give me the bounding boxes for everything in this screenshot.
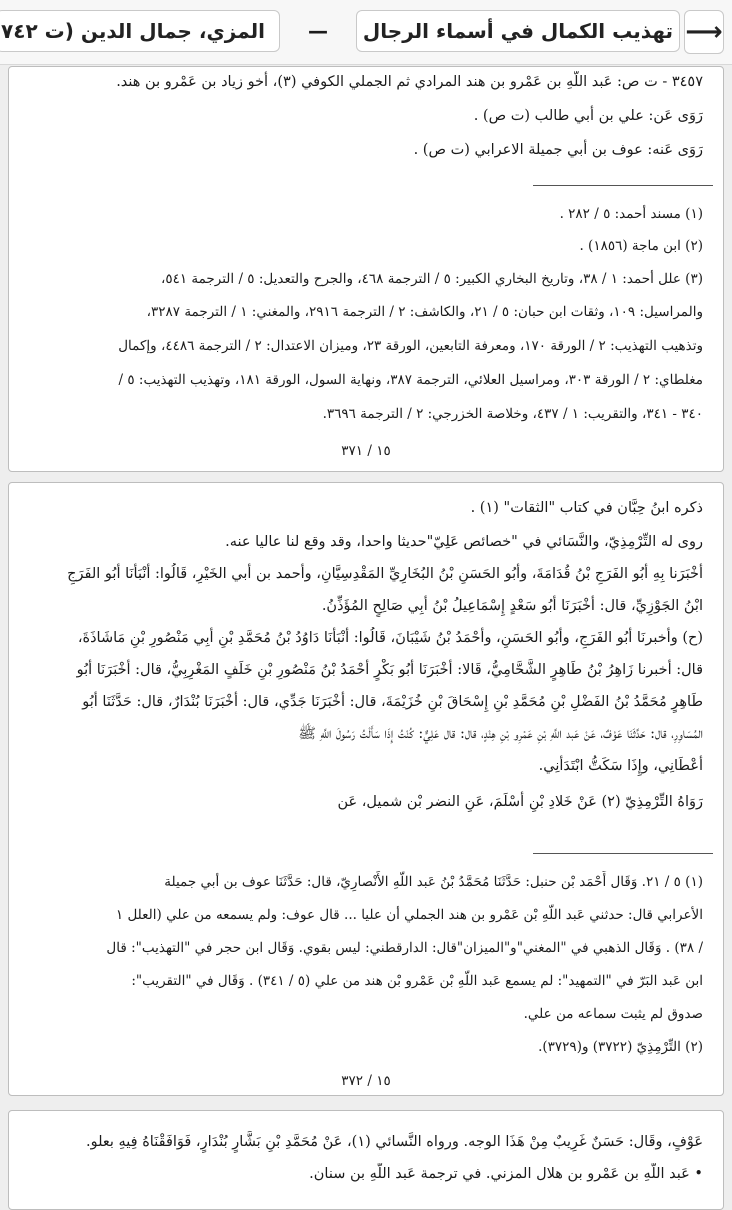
author-button[interactable] <box>0 10 280 52</box>
footnote-line: ابن عَبد البَرّ في "التمهيد": لم يسمع عَبد اللَّهِ بْن عَمْرو بْن هند من علي (٥ / ٣٤١) . وَقَال في "التقريب": <box>131 973 703 989</box>
text-line: أَعْطَانِي، وإِذَا سَكَتُّ ابْتَدَأَنِي. <box>538 758 703 774</box>
footnote-line: (٣) علل أحمد: ١ / ٣٨، وتاريخ البخاري الكبير: ٥ / الترجمة ٤٦٨، والجرح والتعديل: ٥ / الترجمة ٥٤١، <box>160 271 703 287</box>
footnote-line: (٢) ابن ماجة (١٨٥٦) . <box>579 238 703 254</box>
footnote-line: (٢) التِّرْمِذِيّ (٣٧٢٢) و(٣٧٢٩). <box>538 1039 703 1055</box>
top-bar <box>0 0 732 65</box>
footnote-line: (١) ٥ / ٢١. وَقَال أَحْمَد بْن حنبل: حَدَّثَنَا مُحَمَّدُ بْنُ عَبد اللَّهِ الأَنْصارِيّ، قال: حَدَّثَنَا عوف بن أبي جميلة <box>164 874 703 890</box>
title-separator: — <box>308 19 328 43</box>
text-line: ابْنُ الجَوْزِيِّ، قال: أَخْبَرَنَا أَبُو سَعْدٍ إِسْمَاعِيلُ بْنُ أَبِي صَالِحٍ المُؤَذِّنُ. <box>321 598 703 614</box>
text-line: المُسَاوِرِ، قال: حَدَّثَنَا عَوْفٌ، عَنْ عَبد اللَّهِ بْنِ عَمْرِو بْنِ هِنْدٍ، قال: قال عَلِيٌّ: كُنْتُ إِذَا سَأَلْتُ رَسُولَ اللَّهِ ﷺ <box>298 726 703 742</box>
page-number: ١٥ / ٣٧٢ <box>341 1073 391 1089</box>
narrated-from-line: رَوَى عَن: علي بن أَبي طالب (ت ص) . <box>473 108 703 124</box>
text-line: (ح) وأَخبرنَا أَبُو الفَرَجِ، وأَبُو الحَسَنِ، وأَحْمَدُ بْنُ شَيْبَانَ، قَالُوا: أَنْبَأَنَا دَاوُدُ بْنُ مُحَمَّدِ بْنِ أَبِي مَنْصُورِ بْنِ مَاشَاذَةَ، <box>77 630 703 646</box>
footnote-line: (١) مسند أحمد: ٥ / ٢٨٢ . <box>559 206 703 222</box>
text-line: عَوْفٍ، وقَال: حَسَنٌ غَرِيبٌ مِنْ هَذَا الوجه. ورواه النَّسائي (١)، عَنْ مُحَمَّدِ بْنِ بَشَّارٍ بُنْدَارٍ، فَوَافَقْنَاهُ فِيهِ بعلو. <box>85 1134 703 1150</box>
arrow-right-icon: ⟶ <box>685 17 723 47</box>
footnote-line: مغلطاي: ٢ / الورقة ٣٠٣، ومراسيل العلائي، الترجمة ٣٨٧، ونهاية السول، الورقة ١٨١، وتهذيب التهذيب: ٥ / <box>118 372 703 388</box>
back-arrow-button[interactable] <box>684 10 724 54</box>
footnote-divider <box>533 185 713 186</box>
text-line: رَوَاهُ التِّرْمِذِيّ (٢) عَنْ خَلادِ بْنِ أَسْلَمَ، عَنِ النضر بْن شميل، عَن <box>337 794 703 810</box>
text-line: أَخْبَرَنا بِهِ أَبُو الفَرَجِ بْنُ قُدَامَةَ، وأبُو الحَسَنِ بْنُ البُخَارِيِّ المَقْدِسِيَّانِ، وأحمد بن أبي الخَيْرِ، قَالُوا: أَنْبَأَنَا أَبُو الفَرَجِ <box>67 566 703 582</box>
footnote-line: ٣٤٠ - ٣٤١، والتقريب: ١ / ٤٣٧، وخلاصة الخزرجي: ٢ / الترجمة ٣٦٩٦. <box>322 406 703 422</box>
footnote-line: وتذهيب التهذيب: ٢ / الورقة ١٧٠، ومعرفة التابعين، الورقة ٢٣، وميزان الاعتدال: ٢ / الترجمة ٤٤٨٦، وإكمال <box>118 338 703 354</box>
author-name: المزي، جمال الدين (ت ٧٤٢ <box>1 19 265 43</box>
footnote-line: والمراسيل: ١٠٩، وثقات ابن حبان: ٥ / ٢١، والكاشف: ٢ / الترجمة ٢٩١٦، والمغني: ١ / الترجمة ٣٢٨٧، <box>146 304 703 320</box>
text-line: قال: أخبرنا زَاهِرُ بْنُ طَاهِرٍ الشَّحَّامِيُّ، قَالا: أَخْبَرَنَا أَبُو بَكْرٍ أَحْمَدُ بْنُ مَنْصُورِ بْنِ خَلَفٍ المَغْرِبِيُّ، قال: أَخْبَرَنَا أَبُو <box>76 662 703 678</box>
footnote-divider <box>533 853 713 854</box>
footnote-line: الأعرابي قال: حدثني عَبد اللَّهِ بْن عَمْرو بن هند الجملي أن عليا ... قال عوف: ولم يسمعه من علي (العلل ١ <box>115 907 703 923</box>
text-line: طَاهِرٍ مُحَمَّدُ بْنُ الفَضْلِ بْنِ مُحَمَّدِ بْنِ إِسْحَاقَ بْنِ خُزَيْمَةَ، قال: أَخْبَرَنَا جَدِّي، قال: أَخْبَرَنَا بُنْدَارٌ، قال: حَدَّثَنَا أَبُو <box>82 694 703 710</box>
book-title: تهذيب الكمال في أسماء الرجال <box>362 19 674 43</box>
text-line: • عَبد اللَّهِ بن عَمْرو بن هلال المزني. في ترجمة عَبد اللَّهِ بن سنان. <box>309 1166 703 1182</box>
text-line: روى له التِّرْمِذِيّ، والنَّسَائي في "خصائص عَلِيّ"حديثا واحدا، وقد وقع لنا عاليا عنه. <box>225 534 703 550</box>
page-number: ١٥ / ٣٧١ <box>341 443 391 459</box>
footnote-line: / ٣٨) . وَقَال الذهبي في "المغني"و"الميزان"قال: الدارقطني: ليس بقوي. وَقَال ابن حجر في "التهذيب": قال <box>106 940 703 956</box>
text-line: ذكره ابنُ حِبَّان في كتاب "الثقات" (١) . <box>470 500 703 516</box>
page-card-371 <box>8 66 724 472</box>
page-card-372 <box>8 482 724 1096</box>
footnote-line: صدوق لم يثبت سماعه من علي. <box>523 1006 703 1022</box>
book-title-button[interactable] <box>356 10 680 52</box>
narrated-by-line: رَوَى عَنه: عوف بن أَبي جميلة الاعرابي (ت ص) . <box>413 142 703 158</box>
page-card-373 <box>8 1110 724 1210</box>
biography-heading-line: ٣٤٥٧ - ت ص: عَبد اللَّهِ بن عَمْرو بن هند المرادي ثم الجملي الكوفي (٣)، أخو زياد بن عَمْرو بن هند. <box>116 74 703 90</box>
